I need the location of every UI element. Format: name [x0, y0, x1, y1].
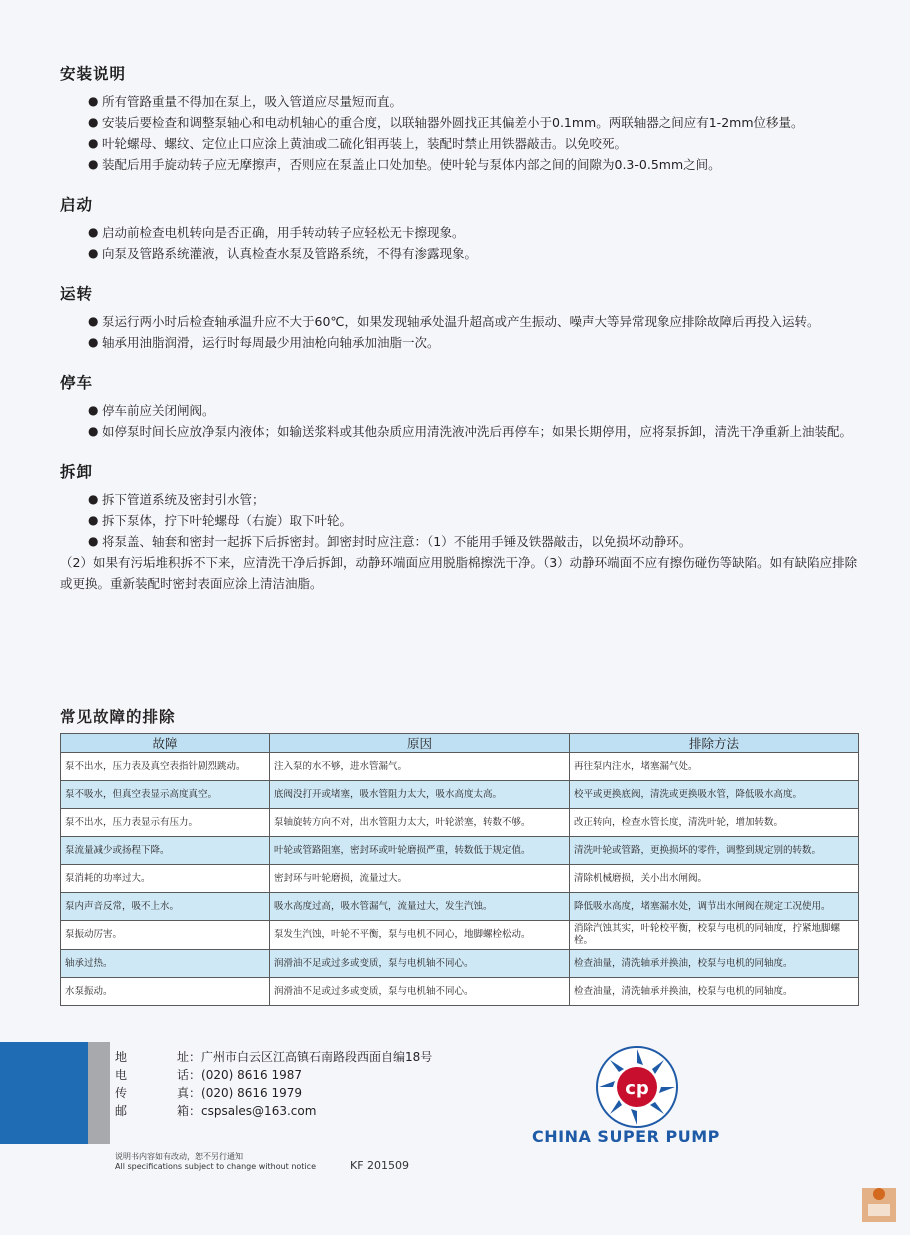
table-row [61, 753, 859, 781]
bullet-icon: ● [88, 115, 99, 129]
header-fault: 故障 [61, 734, 270, 753]
section-install [60, 62, 860, 175]
footer-blue-block [0, 1042, 88, 1144]
bullet-icon: ● [88, 314, 99, 328]
section-start [60, 193, 860, 264]
section-title: 安装说明 [60, 65, 127, 83]
email-label-suffix: 箱： [177, 1104, 202, 1118]
table-cell: 泵不出水，压力表及真空表指针剧烈跳动。 [61, 753, 270, 781]
list-item: ● 轴承用油脂润滑，运行时每周最少用油枪向轴承加油脂一次。 [60, 332, 860, 353]
table-cell: 泵振动厉害。 [61, 921, 270, 950]
pump-logo-icon [595, 1045, 679, 1129]
table-row [61, 978, 859, 1006]
bullet-icon: ● [88, 492, 99, 506]
section-title: 停车 [60, 374, 94, 392]
address-value: 广州市白云区江高镇石南路段西面自编18号 [201, 1050, 433, 1064]
table-cell: 密封环与叶轮磨损，流量过大。 [270, 865, 570, 893]
table-cell: 叶轮或管路阻塞，密封环或叶轮磨损严重，转数低于规定值。 [270, 837, 570, 865]
list-item: ● 安装后要检查和调整泵轴心和电动机轴心的重合度，以联轴器外圆找正其偏差小于0.1mm。两联轴器之间应有1-2mm位移量。 [60, 112, 860, 133]
list-item: ● 拆下泵体，拧下叶轮螺母（右旋）取下叶轮。 [60, 510, 860, 531]
table-cell: 润滑油不足或过多或变质，泵与电机轴不同心。 [270, 978, 570, 1006]
notice [115, 1152, 316, 1172]
table-cell: 泵不吸水，但真空表显示高度真空。 [61, 781, 270, 809]
footer-gray-block [88, 1042, 110, 1144]
email-label: 邮 [115, 1104, 128, 1118]
section-stop [60, 371, 860, 442]
list-item: ● 装配后用手旋动转子应无摩擦声，否则应在泵盖止口处加垫。使叶轮与泵体内部之间的间隙为0.3-0.5mm之间。 [60, 154, 860, 175]
contact-phone [115, 1066, 432, 1084]
header-cause: 原因 [270, 734, 570, 753]
bullet-icon: ● [88, 94, 99, 108]
table-cell: 轴承过热。 [61, 950, 270, 978]
table-row [61, 921, 859, 950]
table-row [61, 837, 859, 865]
list-item: ● 拆下管道系统及密封引水管； [60, 489, 860, 510]
notice-cn: 说明书内容如有改动，恕不另行通知 [115, 1152, 243, 1161]
section-title: 拆卸 [60, 463, 94, 481]
list-item: ● 向泵及管路系统灌液，认真检查水泵及管路系统，不得有渗露现象。 [60, 243, 860, 264]
paragraph-continued: （2）如果有污垢堆积拆不下来，应清洗干净后拆卸，动静环端面应用脱脂棉擦洗干净。（3）动静环端面不应有擦伤碰伤等缺陷。如有缺陷应排除或更换。重新装配时密封表面应涂上清洁油脂。 [60, 555, 858, 591]
table-cell: 底阀没打开或堵塞，吸水管阻力太大，吸水高度太高。 [270, 781, 570, 809]
brand-name: CHINA SUPER PUMP [532, 1127, 720, 1146]
header-remedy: 排除方法 [570, 734, 859, 753]
list-item: ● 停车前应关闭闸阀。 [60, 400, 860, 421]
section-run [60, 282, 860, 353]
email-value: cspsales@163.com [201, 1104, 317, 1118]
table-cell: 注入泵的水不够，进水管漏气。 [270, 753, 570, 781]
table-header-row [61, 734, 859, 753]
doc-code: KF 201509 [350, 1159, 410, 1172]
table-cell: 降低吸水高度，堵塞漏水处，调节出水闸阀在规定工况使用。 [570, 893, 859, 921]
table-cell: 改正转向，检查水管长度，清洗叶轮，增加转数。 [570, 809, 859, 837]
table-cell: 检查油量，清洗轴承并换油，校泵与电机的同轴度。 [570, 978, 859, 1006]
contact-info [115, 1048, 432, 1120]
list-item: ● 启动前检查电机转向是否正确，用手转动转子应轻松无卡擦现象。 [60, 222, 860, 243]
bullet-icon: ● [88, 513, 99, 527]
section-title: 启动 [60, 196, 94, 214]
section-disassemble [60, 460, 860, 594]
address-label: 地 [115, 1050, 128, 1064]
bullet-icon: ● [88, 424, 99, 438]
phone-label-suffix: 话： [177, 1068, 202, 1082]
svg-text:cp: cp [625, 1078, 649, 1099]
table-cell: 泵发生汽蚀，叶轮不平衡，泵与电机不同心，地脚螺栓松动。 [270, 921, 570, 950]
list-item: ● 所有管路重量不得加在泵上，吸入管道应尽量短而直。 [60, 91, 860, 112]
table-cell: 再往泵内注水，堵塞漏气处。 [570, 753, 859, 781]
phone-label: 电 [115, 1068, 128, 1082]
phone-value: (020) 8616 1987 [201, 1068, 302, 1082]
troubleshooting [60, 705, 858, 1006]
table-cell: 润滑油不足或过多或变质，泵与电机轴不同心。 [270, 950, 570, 978]
bullet-icon: ● [88, 157, 99, 171]
bullet-icon: ● [88, 403, 99, 417]
list-item: ● 叶轮螺母、螺纹、定位止口应涂上黄油或二硫化钼再装上，装配时禁止用铁器敲击。以免咬死。 [60, 133, 860, 154]
table-row [61, 809, 859, 837]
fax-label: 传 [115, 1086, 128, 1100]
fax-value: (020) 8616 1979 [201, 1086, 302, 1100]
table-row [61, 950, 859, 978]
contact-address [115, 1048, 432, 1066]
table-cell: 清除机械磨损，关小出水闸阀。 [570, 865, 859, 893]
table-row [61, 865, 859, 893]
table-cell: 泵消耗的功率过大。 [61, 865, 270, 893]
table-cell: 泵流量减少或扬程下降。 [61, 837, 270, 865]
table-cell: 消除汽蚀其实，叶轮校平衡，校泵与电机的同轴度，拧紧地脚螺栓。 [570, 921, 859, 950]
bullet-icon: ● [88, 534, 99, 548]
table-row [61, 893, 859, 921]
list-item: ● 将泵盖、轴套和密封一起拆下后拆密封。卸密封时应注意：（1）不能用手锤及铁器敲击，以免损坏动静环。 [60, 531, 860, 552]
fax-label-suffix: 真： [177, 1086, 202, 1100]
table-cell: 泵不出水，压力表显示有压力。 [61, 809, 270, 837]
address-label-suffix: 址： [177, 1050, 202, 1064]
table-cell: 泵轴旋转方向不对，出水管阻力太大，叶轮淤塞，转数不够。 [270, 809, 570, 837]
table-title: 常见故障的排除 [60, 708, 176, 726]
bullet-icon: ● [88, 136, 99, 150]
table-cell: 检查油量，清洗轴承并换油，校泵与电机的同轴度。 [570, 950, 859, 978]
contact-fax [115, 1084, 432, 1102]
table-cell: 校平或更换底阀，清洗或更换吸水管，降低吸水高度。 [570, 781, 859, 809]
bullet-icon: ● [88, 335, 99, 349]
instructions [60, 62, 860, 612]
notice-en: All specifications subject to change without notice [115, 1162, 316, 1171]
table-cell: 泵内声音反常，吸不上水。 [61, 893, 270, 921]
table-cell: 清洗叶轮或管路，更换损坏的零件，调整到规定别的转数。 [570, 837, 859, 865]
list-item: ● 如停泵时间长应放净泵内液体；如输送浆料或其他杂质应用清洗液冲洗后再停车；如果长期停用，应将泵拆卸，清洗干净重新上油装配。 [60, 421, 860, 442]
bullet-icon: ● [88, 246, 99, 260]
table-cell: 水泵振动。 [61, 978, 270, 1006]
contact-email [115, 1102, 432, 1120]
bullet-icon: ● [88, 225, 99, 239]
troubleshooting-table [60, 733, 859, 1006]
watermark-stamp-icon [860, 1182, 898, 1224]
section-title: 运转 [60, 285, 94, 303]
list-item: ● 泵运行两小时后检查轴承温升应不大于60℃，如果发现轴承处温升超高或产生振动、噪声大等异常现象应排除故障后再投入运转。 [60, 311, 860, 332]
table-cell: 吸水高度过高，吸水管漏气，流量过大，发生汽蚀。 [270, 893, 570, 921]
table-row [61, 781, 859, 809]
